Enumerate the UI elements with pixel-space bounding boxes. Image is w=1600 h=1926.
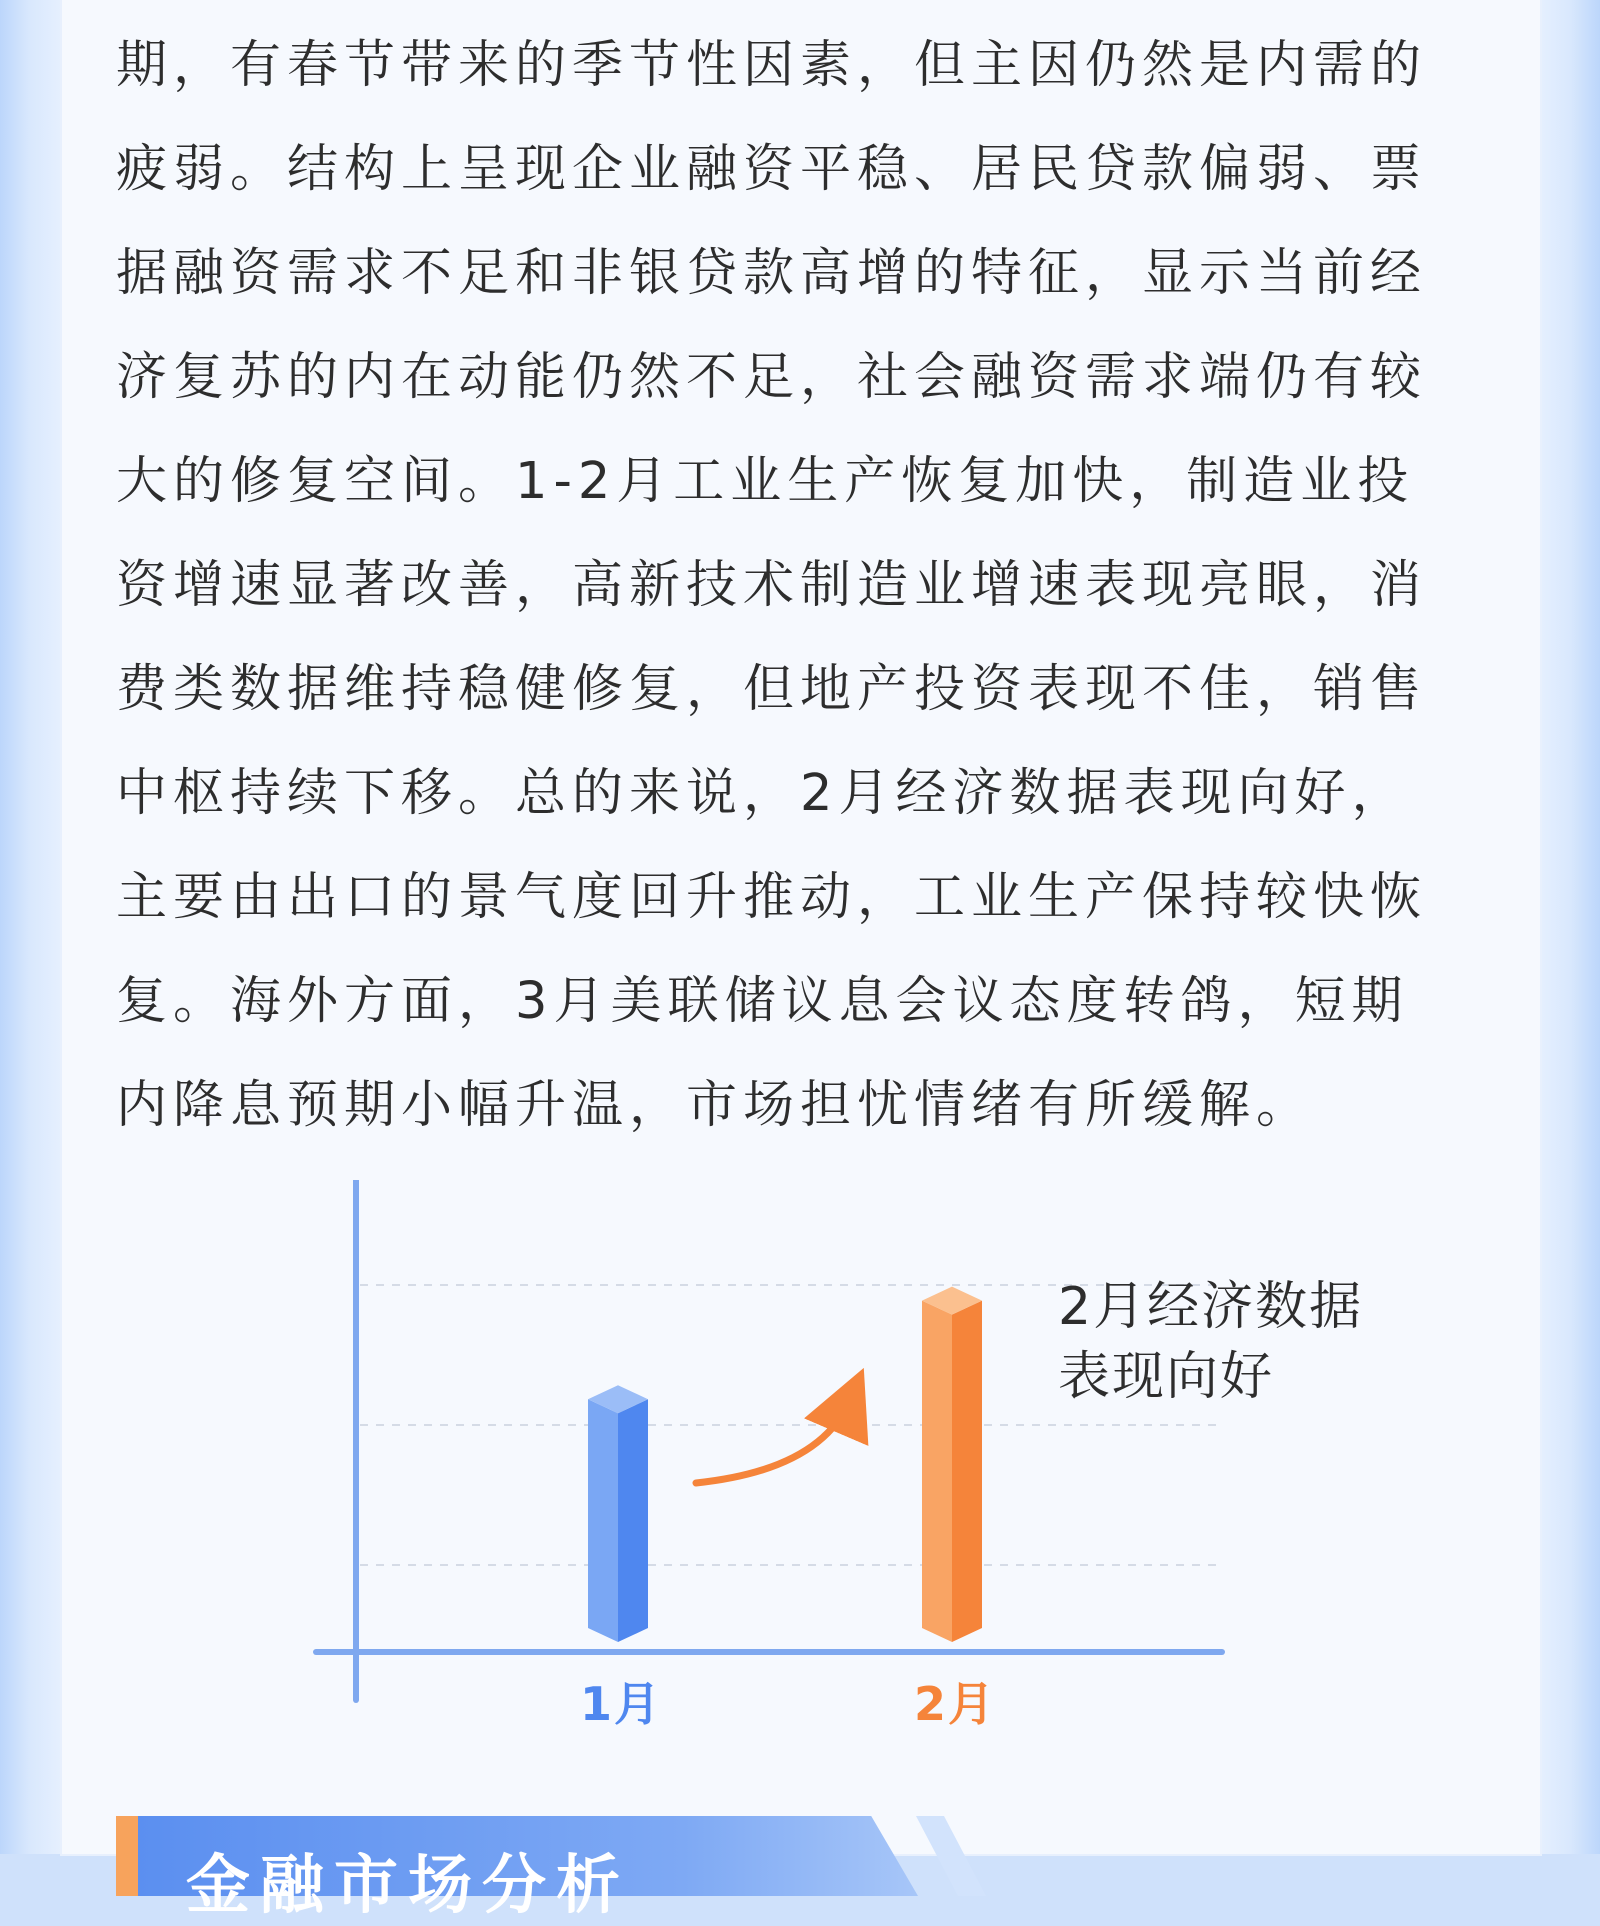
paragraph-line: 期，有春节带来的季节性因素，但主因仍然是内需的 <box>116 36 1428 95</box>
paragraph-line: 复。海外方面，3月美联储议息会议态度转鸽，短期 <box>116 972 1409 1031</box>
trend-arrow <box>696 1400 850 1483</box>
paragraph-line: 费类数据维持稳健修复，但地产投资表现不佳，销售 <box>116 660 1428 719</box>
section-header-tail <box>916 1816 986 1896</box>
x-tick-label: 1月 <box>580 1677 663 1731</box>
bar-left-face <box>588 1399 618 1642</box>
section-header-accent <box>116 1816 138 1896</box>
paragraph-line: 主要由出口的景气度回升推动，工业生产保持较快恢 <box>116 868 1428 927</box>
bar <box>588 1385 648 1642</box>
chart-annotation-line: 表现向好 <box>1058 1347 1275 1407</box>
paragraph-line: 济复苏的内在动能仍然不足，社会融资需求端仍有较 <box>116 348 1428 407</box>
bar-right-face <box>618 1399 648 1642</box>
bar <box>922 1287 982 1642</box>
paragraph-line: 疲弱。结构上呈现企业融资平稳、居民贷款偏弱、票 <box>116 140 1428 199</box>
section-title: 金融市场分析 <box>186 1849 630 1923</box>
bar-left-face <box>922 1301 952 1642</box>
chart-annotation <box>1058 1272 1363 1412</box>
paragraph-line: 大的修复空间。1-2月工业生产恢复加快，制造业投 <box>116 452 1415 511</box>
bar-right-face <box>952 1301 982 1642</box>
bar-chart <box>300 1180 1430 1740</box>
chart-annotation-line: 2月经济数据 <box>1058 1277 1364 1337</box>
paragraph-line: 资增速显著改善，高新技术制造业增速表现亮眼，消 <box>116 556 1428 615</box>
article-paragraph <box>116 14 1492 1158</box>
x-tick-label: 2月 <box>914 1677 997 1731</box>
paragraph-line: 内降息预期小幅升温，市场担忧情绪有所缓解。 <box>116 1076 1314 1135</box>
section-header <box>116 1816 976 1923</box>
chart-canvas <box>300 1180 1430 1740</box>
paragraph-line: 据融资需求不足和非银贷款高增的特征，显示当前经 <box>116 244 1428 303</box>
paragraph-line: 中枢持续下移。总的来说，2月经济数据表现向好， <box>116 764 1409 823</box>
